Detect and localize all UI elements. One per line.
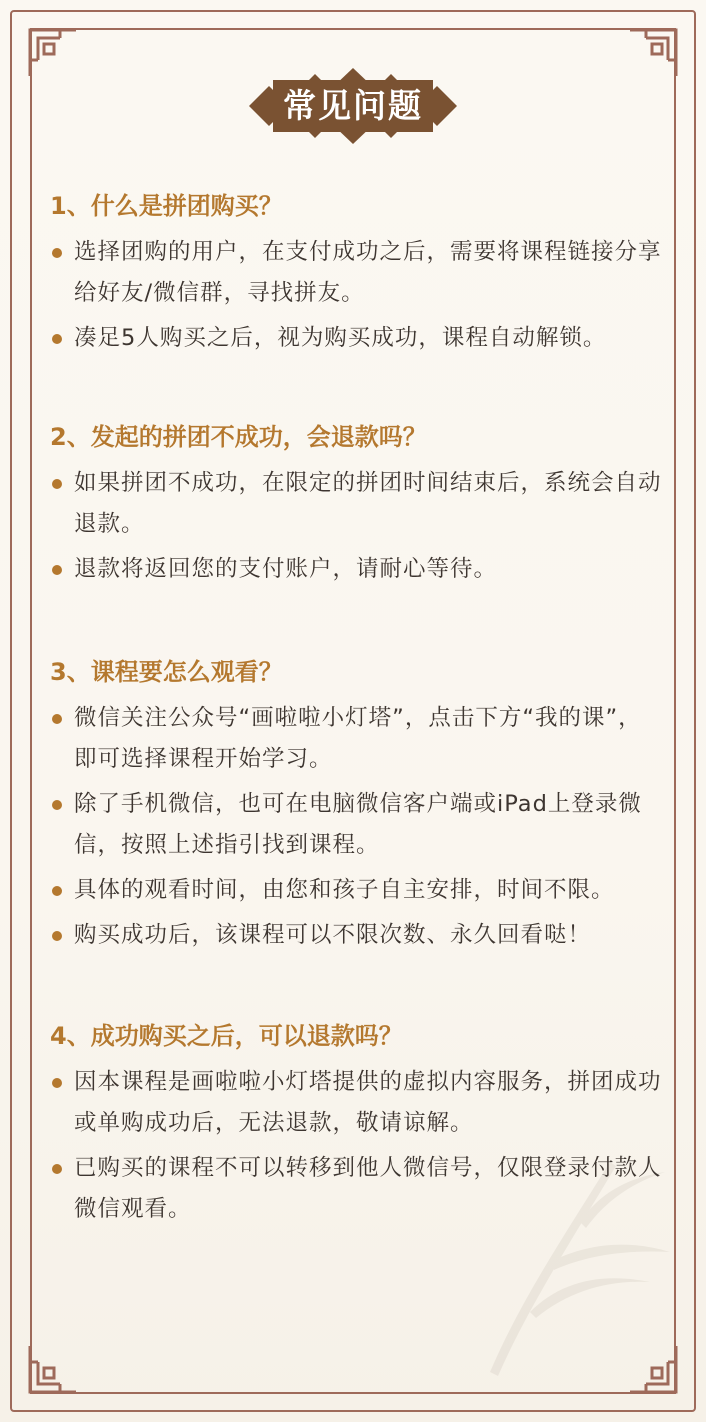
bullet-dot-icon	[52, 931, 62, 941]
bullet-dot-icon	[52, 1078, 62, 1088]
faq-section	[50, 186, 662, 359]
corner-ornament-icon	[20, 20, 78, 78]
bullet-dot-icon	[52, 248, 62, 258]
page-title: 常见问题	[283, 86, 423, 125]
faq-content	[50, 186, 662, 1234]
answer-text: 除了手机微信，也可在电脑微信客户端或iPad上登录微信，按照上述指引找到课程。	[74, 791, 642, 858]
question-title: 4、成功购买之后，可以退款吗？	[50, 1022, 403, 1050]
bullet-dot-icon	[52, 886, 62, 896]
answer-item	[50, 1062, 662, 1144]
answer-text: 已购买的课程不可以转移到他人微信号，仅限登录付款人微信观看。	[74, 1155, 662, 1222]
answer-item	[50, 232, 662, 314]
answer-item	[50, 698, 662, 780]
faq-section	[50, 1016, 662, 1230]
bullet-dot-icon	[52, 565, 62, 575]
answer-text: 凑足5人购买之后，视为购买成功，课程自动解锁。	[74, 325, 607, 351]
question-title: 3、课程要怎么观看？	[50, 658, 283, 686]
answer-text: 如果拼团不成功，在限定的拼团时间结束后，系统会自动退款。	[74, 470, 662, 537]
answer-item	[50, 549, 662, 590]
bullet-dot-icon	[52, 479, 62, 489]
answer-item	[50, 463, 662, 545]
answer-item	[50, 870, 662, 911]
bullet-dot-icon	[52, 1164, 62, 1174]
title-banner	[243, 66, 463, 146]
bullet-dot-icon	[52, 714, 62, 724]
answer-item	[50, 784, 662, 866]
answer-item	[50, 1148, 662, 1230]
bullet-dot-icon	[52, 800, 62, 810]
bullet-dot-icon	[52, 334, 62, 344]
answer-text: 因本课程是画啦啦小灯塔提供的虚拟内容服务，拼团成功或单购成功后，无法退款，敬请谅解。	[74, 1069, 662, 1136]
question-title: 1、什么是拼团购买？	[50, 192, 283, 220]
answer-item	[50, 915, 662, 956]
answer-text: 选择团购的用户，在支付成功之后，需要将课程链接分享给好友/微信群，寻找拼友。	[74, 239, 662, 306]
answer-item	[50, 318, 662, 359]
answer-text: 退款将返回您的支付账户，请耐心等待。	[74, 556, 498, 582]
answer-text: 微信关注公众号“画啦啦小灯塔”，点击下方“我的课”，即可选择课程开始学习。	[74, 705, 642, 772]
answer-text: 购买成功后，该课程可以不限次数、永久回看哒！	[74, 922, 592, 948]
faq-section	[50, 652, 662, 956]
answer-text: 具体的观看时间，由您和孩子自主安排，时间不限。	[74, 877, 615, 903]
faq-section	[50, 417, 662, 590]
corner-ornament-icon	[20, 1344, 78, 1402]
corner-ornament-icon	[628, 20, 686, 78]
question-title: 2、发起的拼团不成功，会退款吗？	[50, 423, 427, 451]
